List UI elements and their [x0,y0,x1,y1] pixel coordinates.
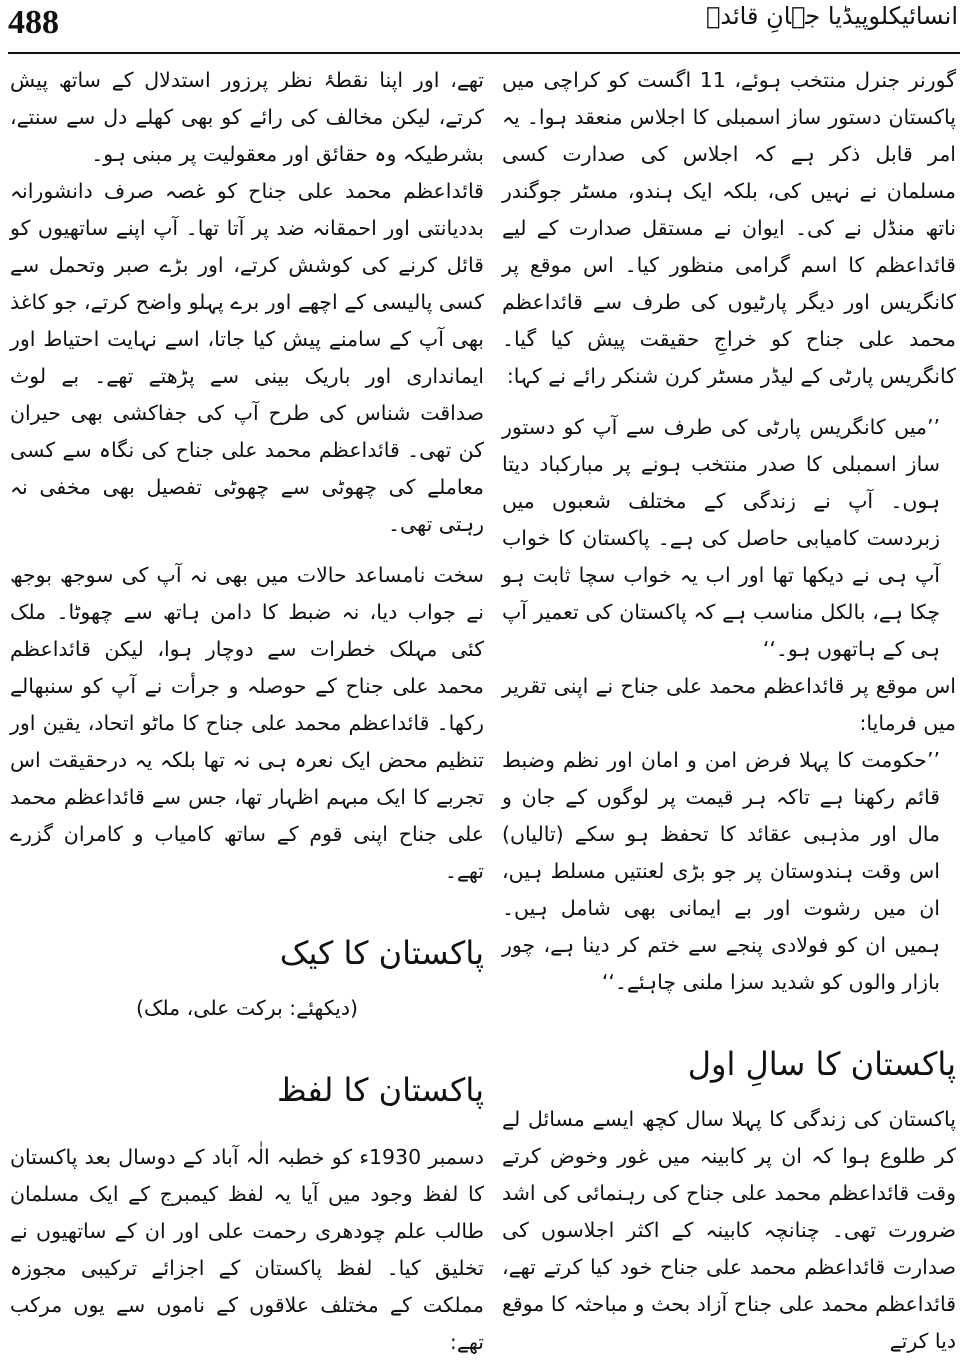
quotation: ’’حکومت کا پہلا فرض امن و امان اور نظم وضبط قائم رکھنا ہے تاکہ ہر قیمت پر لوگوں کے جان و مال اور مذہبی عقائد کا تحفظ ہو سکے (تالیاں) اس وقت ہندوستان پر جو بڑی لعنتیں مسلط ہیں، ان میں رشوت اور بے ایمانی بھی شامل ہیں۔ ہمیں ان کو فولادی پنجے سے ختم کر دینا ہے، چور بازار والوں کو شدید سزا ملنی چاہئے۔‘‘ [502,748,940,994]
paragraph: گورنر جنرل منتخب ہوئے، 11 اگست کو کراچی میں پاکستان دستور ساز اسمبلی کا اجلاس منعقد ہوا۔ یہ امر قابل ذکر ہے کہ اجلاس کی صدارت کسی مسلمان نے نہیں کی، بلکہ ایک ہندو، مسٹر جوگندر ناتھ منڈل نے کی۔ ایوان نے مستقل صدارت کے لیے قائداعظم کا اسم گرامی منظور کیا۔ اس موقع پر کانگریس اور دیگر پارٹیوں کی طرف سے قائداعظم محمد علی جناح کو خراجِ حقیقت پیش کیا گیا۔ کانگریس پارٹی کے لیڈر مسٹر کرن شنکر رائے نے کہا: [502,68,956,388]
see-also-note: (دیکھئے: برکت علی، ملک) [136,996,358,1020]
right-column [502,62,956,1353]
paragraph: تھے، اور اپنا نقطۂ نظر پرزور استدلال کے ساتھ پیش کرتے، لیکن مخالف کی رائے کو بھی کھلے دل سے سنتے، بشرطیکہ وہ حقائق اور معقولیت پر مبنی ہو۔ [10,68,484,166]
page-number: 488 [8,4,59,41]
running-title: انسائیکلوپیڈیا جہانِ قائدؒ [706,2,958,30]
paragraph: پاکستان کی زندگی کا پہلا سال کچھ ایسے مسائل لے کر طلوع ہوا کہ ان پر کابینہ میں غور وخوض کرتے وقت قائداعظم محمد علی جناح کی رہنمائی کی اشد ضرورت تھی۔ چنانچہ کابینہ کے اکثر اجلاسوں کی صدارت قائداعظم محمد علی جناح خود کیا کرتے تھے، قائداعظم محمد علی جناح آزاد بحث و مباحثہ کا موقع دیا کرتے [502,1107,956,1353]
paragraph: قائداعظم محمد علی جناح کو غصہ صرف دانشورانہ بددیانتی اور احمقانہ ضد پر آتا تھا۔ آپ اپنے ساتھیوں کو قائل کرنے کی کوشش کرتے، اور بڑے صبر وتحمل سے کسی پالیسی کے اچھے اور برے پہلو واضح کرتے، جو کاغذ بھی آپ کے سامنے پیش کیا جاتا، اسے نہایت احتیاط اور ایمانداری اور باریک بینی سے پڑھتے تھے۔ بے لوث صداقت شناس کی طرح آپ کی جفاکشی بھی حیران کن تھی۔ قائداعظم محمد علی جناح کی نگاہ سے کسی معاملے کی چھوٹی سے چھوٹی تفصیل بھی مخفی نہ رہتی تھی۔ [10,179,484,536]
section-heading: پاکستان کا سالِ اول [687,1045,956,1083]
section-heading: پاکستان کا لفظ [277,1071,484,1109]
left-column [10,62,484,1354]
paragraph: دسمبر 1930ء کو خطبہ الٰہ آباد کے دوسال بعد پاکستان کا لفظ وجود میں آیا یہ لفظ کیمبرج کے ایک مسلمان طالب علم چودھری رحمت علی اور ان کے ساتھیوں نے تخلیق کیا۔ لفظ پاکستان کے اجزائے ترکیبی مجوزہ مملکت کے مختلف علاقوں کے ناموں سے یوں مرکب تھے: [10,1145,484,1354]
section-heading: پاکستان کا کیک [279,934,484,972]
header-rule [8,52,960,54]
page-header [0,0,968,52]
paragraph: اس موقع پر قائداعظم محمد علی جناح نے اپنی تقریر میں فرمایا: [502,674,956,735]
paragraph: سخت نامساعد حالات میں بھی نہ آپ کی سوجھ بوجھ نے جواب دیا، نہ ضبط کا دامن ہاتھ سے چھوٹا۔ ملک کئی مہلک خطرات سے دوچار ہوا، لیکن قائداعظم محمد علی جناح کے حوصلہ و جرأت نے آپ کو سنبھالے رکھا۔ قائداعظم محمد علی جناح کا ماٹو اتحاد، یقین اور تنظیم محض ایک نعرہ ہی نہ تھا بلکہ یہ درحقیقت اس تجربے کا ایک مبہم اظہار تھا، جس سے قائداعظم محمد علی جناح اپنی قوم کے ساتھ کامیاب و کامران گزرے تھے۔ [10,563,484,883]
quotation: ’’میں کانگریس پارٹی کی طرف سے آپ کو دستور ساز اسمبلی کا صدر منتخب ہونے پر مبارکباد دیتا ہوں۔ آپ نے زندگی کے مختلف شعبوں میں زبردست کامیابی حاصل کی ہے۔ پاکستان کا خواب آپ ہی نے دیکھا تھا اور اب یہ خواب سچا ثابت ہو چکا ہے، بالکل مناسب ہے کہ پاکستان کی تعمیر آپ ہی کے ہاتھوں ہو۔‘‘ [502,415,941,661]
